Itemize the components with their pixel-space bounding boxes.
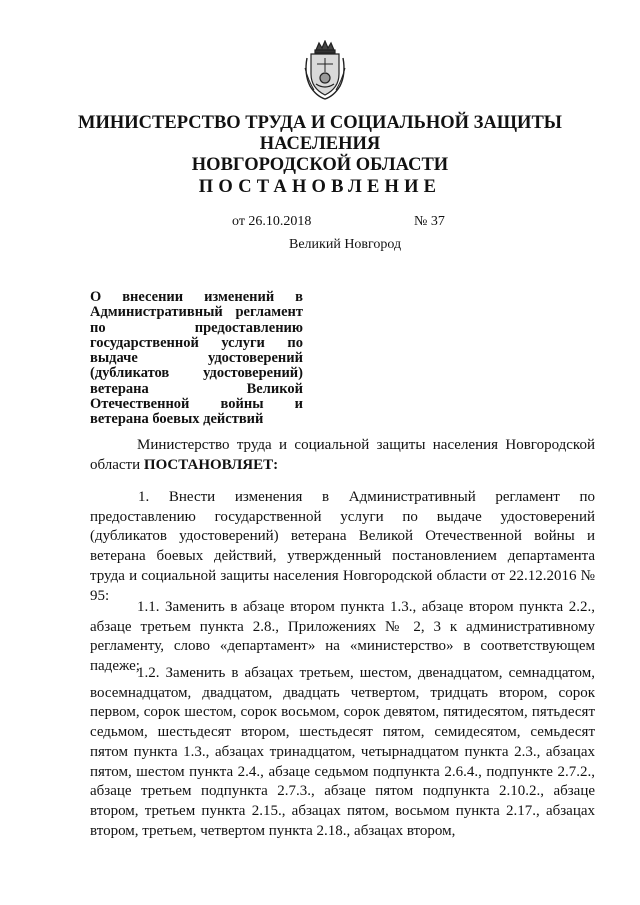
ministry-name-line1: МИНИСТЕРСТВО ТРУДА И СОЦИАЛЬНОЙ ЗАЩИТЫ НАСЕЛЕНИЯ [78,113,562,154]
ministry-name-line2: НОВГОРОДСКОЙ ОБЛАСТИ [191,155,449,175]
document-number: № 37 [414,214,445,229]
document-subject [90,290,303,428]
ministry-name [60,113,580,176]
paragraph-item-1: 1. Внести изменения в Административный регламент по предоставлению государственной услуги по выдаче удостоверений (дубликатов удостоверений) ветерана Великой Отечественной войны и ветерана боевых действий, утвержденный постановлением департамента труда и социальной защиты населения Новгородской области от 22.12.2016 № 95: [90,489,595,604]
coat-of-arms-icon [302,40,348,102]
document-city: Великий Новгород [289,237,402,252]
subject-last-line: ветерана боевых действий [90,411,264,428]
paragraph-resolution [90,436,595,475]
document-type-title: ПОСТАНОВЛЕНИЕ [198,177,442,197]
paragraph-item-1-2: 1.2. Заменить в абзацах третьем, шестом, двенадцатом, семнадцатом, восемнадцатом, двадцатом, двадцать четвертом, тридцать втором, сорок первом, сорок шестом, сорок восьмом, сорок девятом, пятидесятом, пятьдесят седьмом, шестьдесят втором, шестьдесят пятом, семидесятом, семьдесят пятом пункта 1.3., абзацах тринадцатом, четырнадцатом пункта 2.3., абзацах пятом, шестом пункта 2.4., абзаце седьмом подпункта 2.6.4., подпункте 2.7.2., абзаце третьем подпункта 2.7.3., абзаце пятом подпункта 2.10.2., абзаце втором, третьем пункта 2.15., абзацах пятом, восьмом пункта 2.17., абзацах втором, третьем, четвертом пункта 2.18., абзацах втором, [90,665,595,839]
paragraph-resolution-text: Министерство труда и социальной защиты населения Новгородской области [90,437,595,473]
document-date: от 26.10.2018 [232,214,312,229]
paragraph-item-1-1: 1.1. Заменить в абзаце втором пункта 1.3., абзаце втором пункта 2.2., абзаце третьем пункта 2.8., Приложениях № 2, 3 к административному регламенту, слово «департамент» на «министерство» в соответствующем падеже; [90,599,595,675]
paragraph-resolution-keyword: ПОСТАНОВЛЯЕТ: [143,456,279,473]
subject-text: О внесении изменений в Административный регламент по предоставлению государственной услуги по выдаче удостоверений (дубликатов удостоверений) ветерана Великой Отечественной войны и [90,289,303,413]
